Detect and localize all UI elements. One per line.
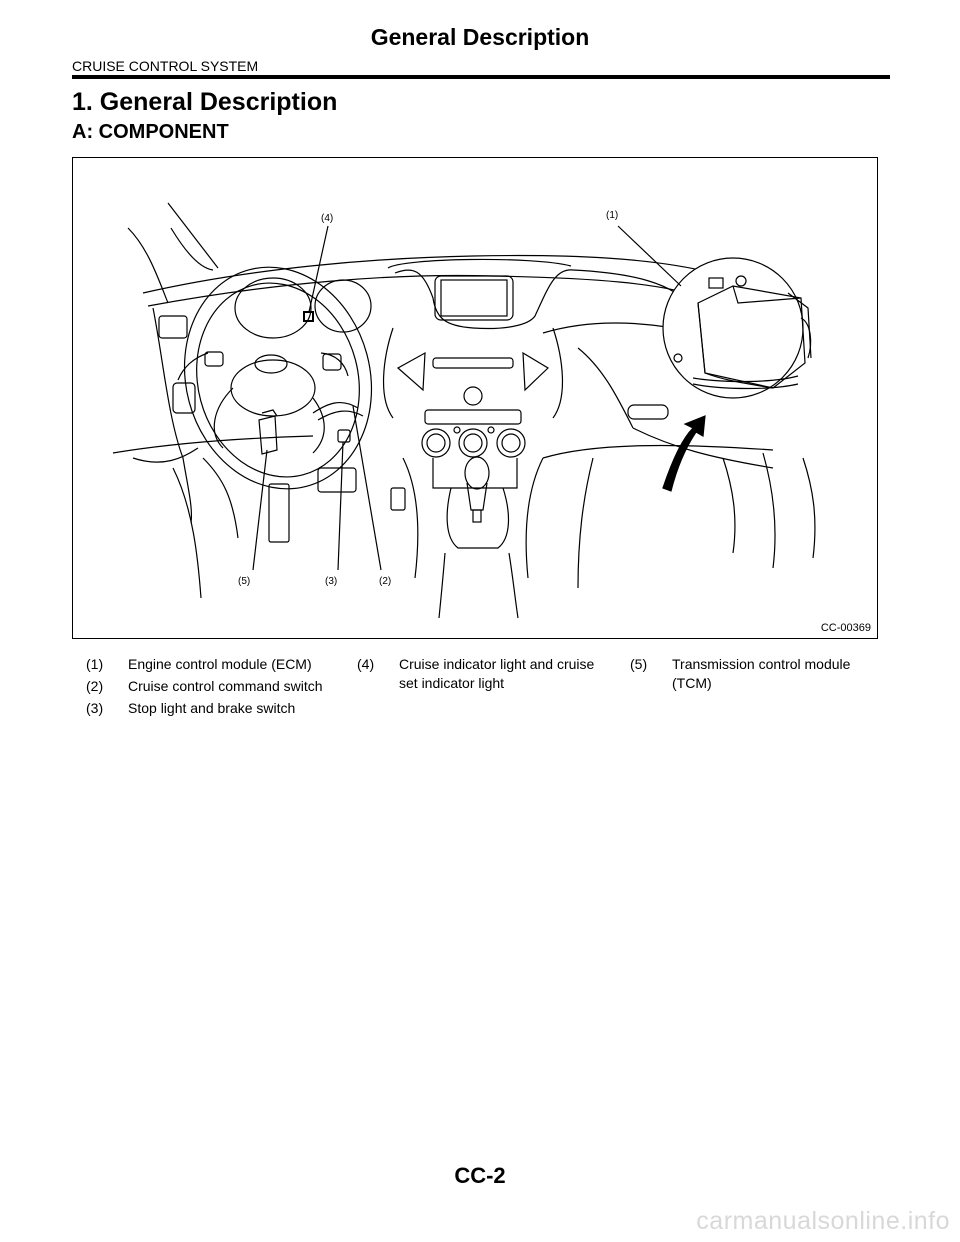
callout-5: (5) [238,576,251,587]
watermark: carmanualsonline.info [696,1207,950,1235]
section-name: CRUISE CONTROL SYSTEM [72,58,259,74]
legend-number: (4) [357,656,375,672]
subsection-heading: A: COMPONENT [72,121,229,143]
legend-item-2 [86,677,338,696]
legend-text: Cruise control command switch [128,678,323,694]
legend-item-3 [86,699,338,718]
page-number: CC-2 [454,1163,506,1188]
legend-text: Stop light and brake switch [128,700,296,716]
legend-text: Transmission control module (TCM) [672,656,851,691]
legend-text: Cruise indicator light and cruise set indicator light [399,656,595,691]
legend-number: (5) [630,656,648,672]
legend-item-4 [357,655,609,693]
legend-item-1 [86,655,338,674]
dashboard-illustration [73,158,878,639]
callout-4: (4) [321,213,334,224]
callout-2: (2) [379,576,392,587]
legend-number: (1) [86,656,104,672]
callout-3: (3) [325,576,338,587]
page-header-title: General Description [370,24,590,50]
component-figure [72,157,878,639]
legend-text: Engine control module (ECM) [128,656,312,672]
figure-code: CC-00369 [820,622,871,634]
legend-number: (3) [86,700,104,716]
section-heading: 1. General Description [72,88,338,116]
callout-1: (1) [606,210,619,221]
header-rule [72,75,890,79]
legend-number: (2) [86,678,104,694]
legend-item-5 [630,655,872,693]
